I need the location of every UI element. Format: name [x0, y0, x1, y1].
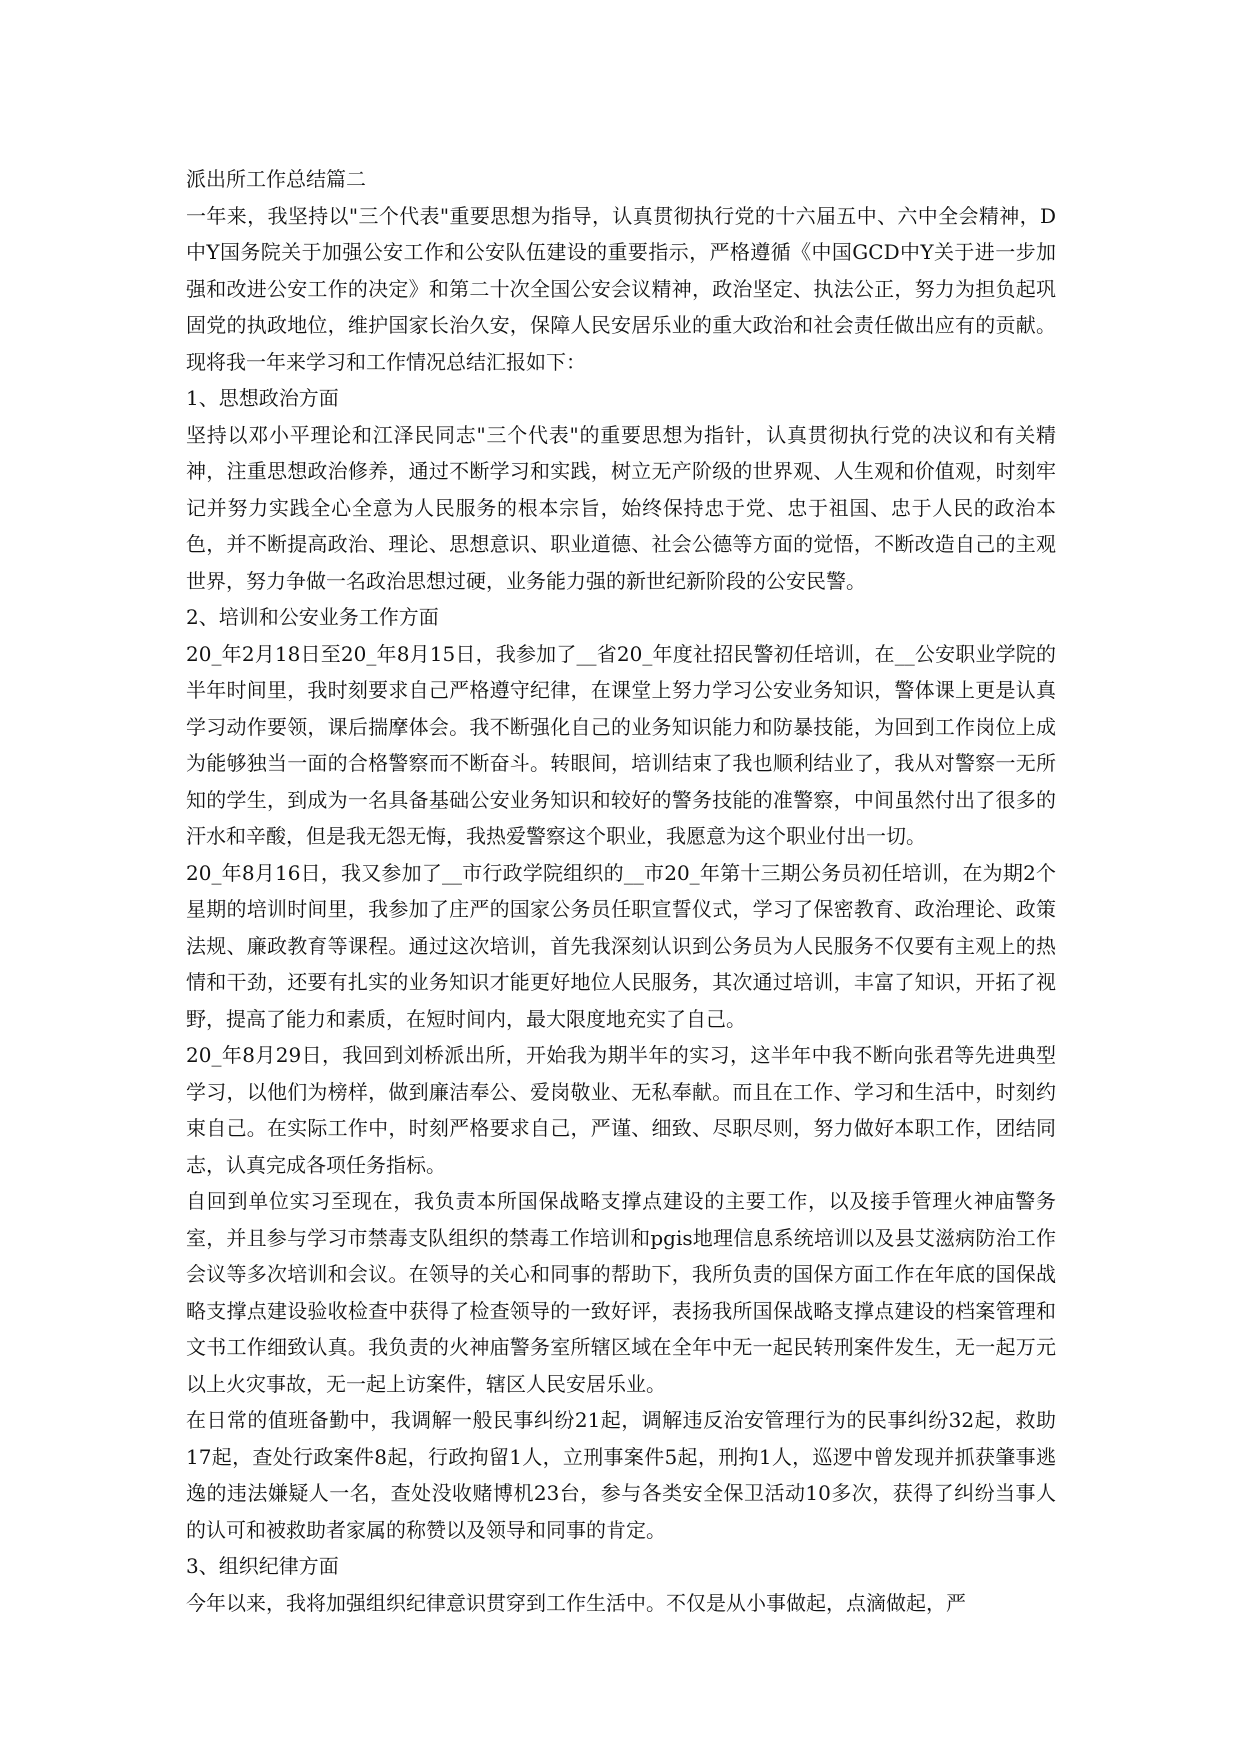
- section-heading-ideology: 1、思想政治方面: [186, 386, 339, 410]
- training-paragraph-civil-servant: 20_年8月16日，我又参加了__市行政学院组织的__市20_年第十三期公务员初任培训，在为期2个星期的培训时间里，我参加了庄严的国家公务员任职宣誓仪式，学习了保密教育、政治理论、政策法规、廉政教育等课程。通过这次培训，首先我深刻认识到公务员为人民服务不仅要有主观上的热情和干劲，还要有扎实的业务知识才能更好地位人民服务，其次通过培训，丰富了知识，开拓了视野，提高了能力和素质，在短时间内，最大限度地充实了自己。: [186, 860, 1056, 1031]
- internship-paragraph: 20_年8月29日，我回到刘桥派出所，开始我为期半年的实习，这半年中我不断向张君等先进典型学习，以他们为榜样，做到廉洁奉公、爱岗敬业、无私奉献。而且在工作、学习和生活中，时刻约束自己。在实际工作中，时刻严格要求自己，严谨、细致、尽职尽则，努力做好本职工作，团结同志，认真完成各项任务指标。: [186, 1043, 1056, 1177]
- document-body: [186, 161, 1056, 1621]
- section-heading-discipline: 3、组织纪律方面: [186, 1554, 339, 1578]
- section-heading-training: 2、培训和公安业务工作方面: [186, 605, 439, 629]
- intro-paragraph: 一年来，我坚持以"三个代表"重要思想为指导，认真贯彻执行党的十六届五中、六中全会精神，D中Y国务院关于加强公安工作和公安队伍建设的重要指示，严格遵循《中国GCD中Y关于进一步加强和改进公安工作的决定》和第二十次全国公安会议精神，政治坚定、执法公正，努力为担负起巩固党的执政地位，维护国家长治久安，保障人民安居乐业的重大政治和社会责任做出应有的贡献。现将我一年来学习和工作情况总结汇报如下：: [186, 203, 1056, 374]
- document-title: 派出所工作总结篇二: [186, 167, 366, 191]
- duty-statistics-paragraph: 在日常的值班备勤中，我调解一般民事纠纷21起，调解违反治安管理行为的民事纠纷32起，救助17起，查处行政案件8起，行政拘留1人，立刑事案件5起，刑拘1人，巡逻中曾发现并抓获肇事逃逸的违法嫌疑人一名，查处没收赌博机23台，参与各类安全保卫活动10多次，获得了纠纷当事人的认可和被救助者家属的称赞以及领导和同事的肯定。: [186, 1408, 1056, 1542]
- ideology-paragraph: 坚持以邓小平理论和江泽民同志"三个代表"的重要思想为指针，认真贯彻执行党的决议和有关精神，注重思想政治修养，通过不断学习和实践，树立无产阶级的世界观、人生观和价值观，时刻牢记并努力实践全心全意为人民服务的根本宗旨，始终保持忠于党、忠于祖国、忠于人民的政治本色，并不断提高政治、理论、思想意识、职业道德、社会公德等方面的觉悟，不断改造自己的主观世界，努力争做一名政治思想过硬，业务能力强的新世纪新阶段的公安民警。: [186, 422, 1056, 593]
- discipline-paragraph: 今年以来，我将加强组织纪律意识贯穿到工作生活中。不仅是从小事做起，点滴做起，严: [186, 1590, 966, 1615]
- work-duties-paragraph: 自回到单位实习至现在，我负责本所国保战略支撑点建设的主要工作，以及接手管理火神庙警务室，并且参与学习市禁毒支队组织的禁毒工作培训和pgis地理信息系统培训以及县艾滋病防治工作会议等多次培训和会议。在领导的关心和同事的帮助下，我所负责的国保方面工作在年底的国保战略支撑点建设验收检查中获得了检查领导的一致好评，表扬我所国保战略支撑点建设的档案管理和文书工作细致认真。我负责的火神庙警务室所辖区域在全年中无一起民转刑案件发生，无一起万元以上火灾事故，无一起上访案件，辖区人民安居乐业。: [186, 1189, 1056, 1396]
- training-paragraph-police-academy: 20_年2月18日至20_年8月15日，我参加了__省20_年度社招民警初任培训，在__公安职业学院的半年时间里，我时刻要求自己严格遵守纪律，在课堂上努力学习公安业务知识，警体课上更是认真学习动作要领，课后揣摩体会。我不断强化自己的业务知识能力和防暴技能，为回到工作岗位上成为能够独当一面的合格警察而不断奋斗。转眼间，培训结束了我也顺利结业了，我从对警察一无所知的学生，到成为一名具备基础公安业务知识和较好的警务技能的准警察，中间虽然付出了很多的汗水和辛酸，但是我无怨无悔，我热爱警察这个职业，我愿意为这个职业付出一切。: [186, 641, 1056, 848]
